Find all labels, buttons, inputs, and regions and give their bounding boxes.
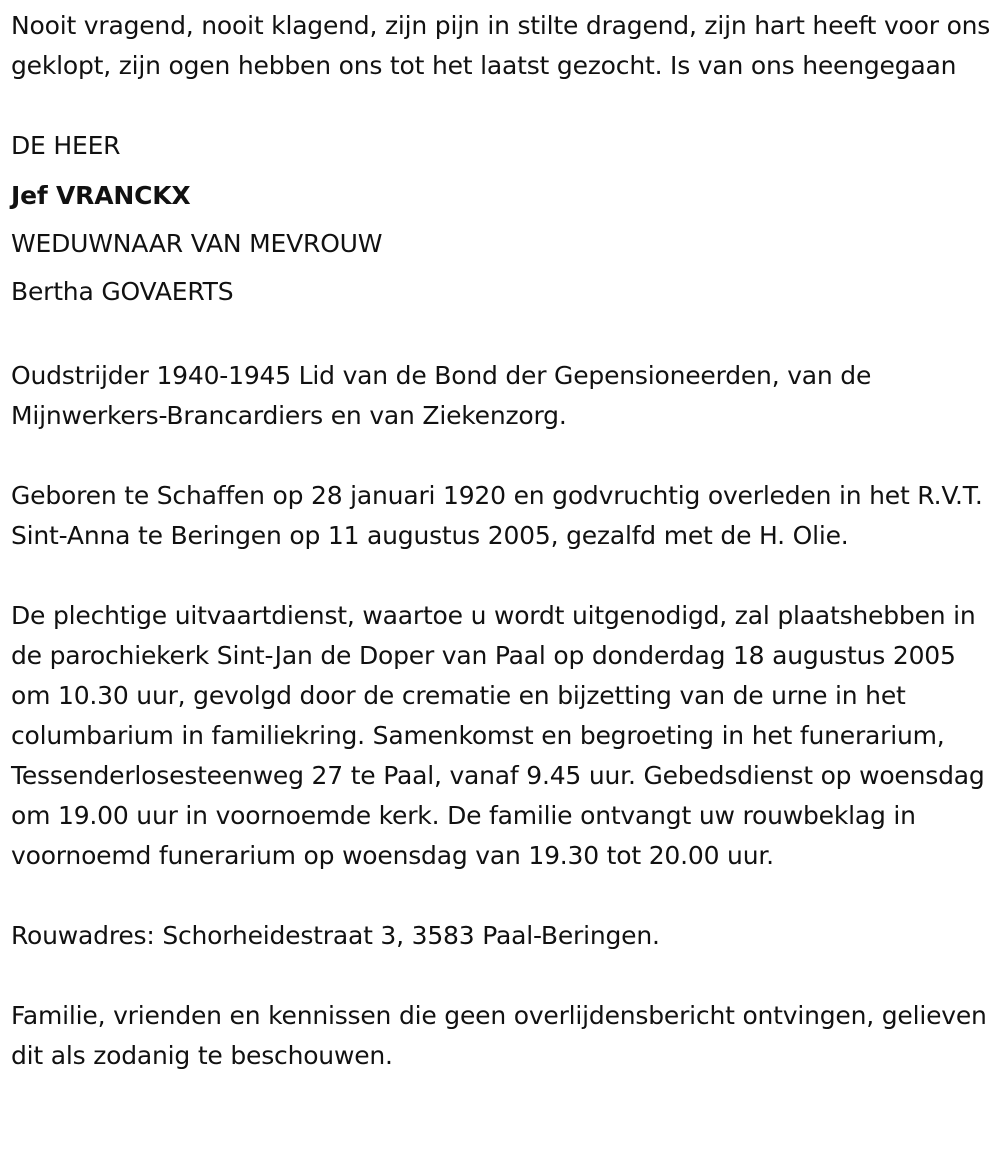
funeral-service-paragraph: De plechtige uitvaartdienst, waartoe u wordt uitgenodigd, zal plaatshebben in de parochiekerk Sint-Jan de Doper van Paal op donderdag 18 augustus 2005 om 10.30 uur, gevolgd door de crematie en bijzetting van de urne in het columbarium in familiekring. Samenkomst en begroeting in het funerarium, Tessenderlosesteenweg 27 te Paal, vanaf 9.45 uur. Gebedsdienst op woensdag om 19.00 uur in voornoemde kerk. De familie ontvangt uw rouwbeklag in voornoemd funerarium op woensdag van 19.30 tot 20.00 uur. [11, 601, 985, 870]
deceased-name: Jef VRANCKX [11, 181, 191, 210]
title-line: DE HEER [11, 131, 121, 160]
birth-death-paragraph: Geboren te Schaffen op 28 januari 1920 en godvruchtig overleden in het R.V.T. Sint-Anna te Beringen op 11 augustus 2005, gezalfd met de H. Olie. [11, 481, 983, 550]
mourning-address: Rouwadres: Schorheidestraat 3, 3583 Paal-Beringen. [11, 921, 660, 950]
intro-paragraph: Nooit vragend, nooit klagend, zijn pijn in stilte dragend, zijn hart heeft voor ons geklopt, zijn ogen hebben ons tot het laatst gezocht. Is van ons heengegaan [11, 11, 991, 80]
relation-line: WEDUWNAAR VAN MEVROUW [11, 229, 383, 258]
closing-paragraph: Familie, vrienden en kennissen die geen overlijdensbericht ontvingen, gelieven dit als zodanig te beschouwen. [11, 1001, 987, 1070]
memberships-paragraph: Oudstrijder 1940-1945 Lid van de Bond der Gepensioneerden, van de Mijnwerkers-Brancardiers en van Ziekenzorg. [11, 361, 872, 430]
spouse-name: Bertha GOVAERTS [11, 277, 234, 306]
deceased-identity [11, 126, 992, 316]
